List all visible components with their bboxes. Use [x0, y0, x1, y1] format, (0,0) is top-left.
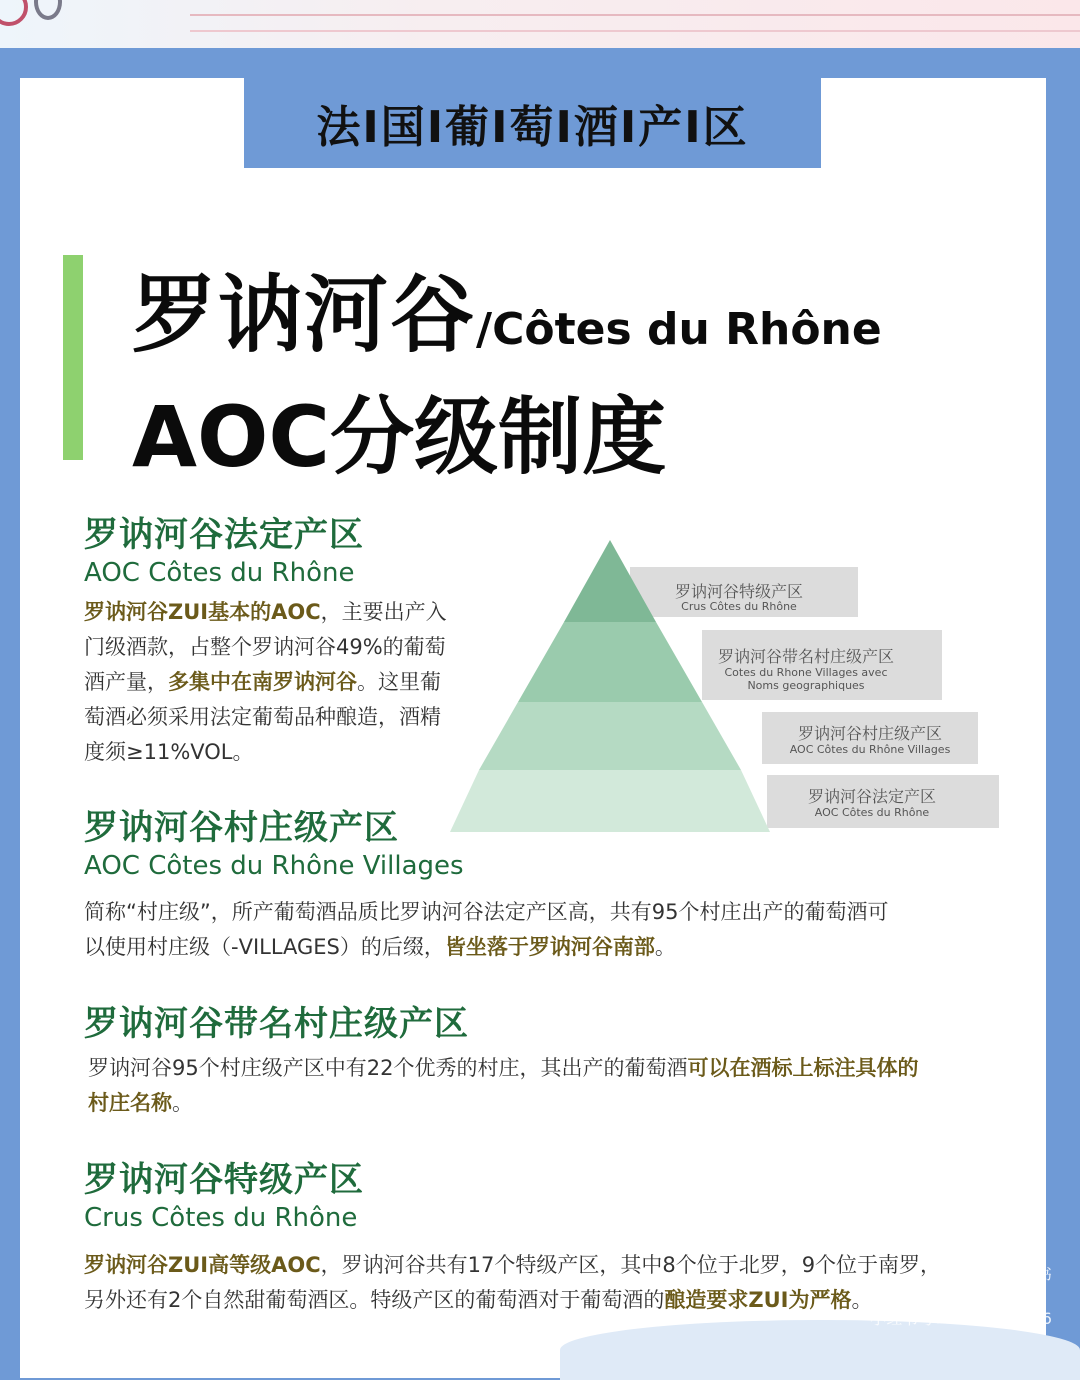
aoc-pyramid-diagram	[440, 535, 1010, 835]
para-line	[84, 930, 1014, 965]
text: 。这里葡	[357, 670, 441, 694]
text: 。	[172, 1091, 193, 1115]
section-heading: 罗讷河谷法定产区	[84, 515, 364, 555]
main-title-zh: 罗讷河谷	[132, 266, 477, 364]
text: 酒产量，	[84, 670, 168, 694]
para-line: 度须≥11%VOL。	[84, 740, 254, 764]
header-tab	[244, 78, 821, 168]
pyramid-tier-3	[479, 702, 741, 770]
highlight-text: 村庄名称	[88, 1091, 172, 1115]
section-subheading: AOC Côtes du Rhône Villages	[84, 851, 464, 881]
header-title: 法I国I葡I萄I酒I产I区	[316, 102, 749, 153]
text: ，主要出产入	[320, 600, 447, 624]
main-title-line2: AOC分级制度	[132, 388, 667, 486]
highlight-text: 罗讷河谷ZUI高等级AOC	[84, 1253, 321, 1277]
tier-label-en: Crus Côtes du Rhône	[681, 600, 797, 613]
para-line: 萄酒必须采用法定葡萄品种酿造，酒精	[84, 705, 441, 729]
text: 。	[851, 1288, 873, 1312]
tier-label-en: Noms geographiques	[747, 679, 865, 692]
para-line	[84, 1248, 1024, 1283]
para-line: 门级酒款，占整个罗讷河谷49%的葡萄	[84, 635, 446, 659]
pyramid-tier-2	[518, 622, 702, 702]
section-paragraph	[84, 895, 1014, 965]
highlight-text: 罗讷河谷ZUI基本的AOC	[84, 600, 321, 624]
tier-label-zh: 罗讷河谷村庄级产区	[797, 724, 943, 743]
section-heading: 罗讷河谷村庄级产区	[84, 808, 399, 848]
watermark-id: 小红书号：4244813966	[870, 1309, 1052, 1328]
tier-label-en: AOC Côtes du Rhône Villages	[789, 743, 951, 756]
decorative-line	[190, 30, 1080, 32]
tier-label-en: AOC Côtes du Rhône	[814, 806, 930, 819]
section-heading: 罗讷河谷特级产区	[84, 1160, 364, 1200]
doodle-circle	[0, 0, 28, 26]
para-line: 简称“村庄级”，所产葡萄酒品质比罗讷河谷法定产区高，共有95个村庄出产的葡萄酒可	[84, 900, 889, 924]
main-title	[132, 248, 882, 369]
text: 以使用村庄级（-VILLAGES）的后缀，	[84, 935, 445, 959]
title-accent-bar	[63, 255, 83, 460]
pyramid-tier-4	[450, 770, 770, 832]
para-line	[84, 595, 474, 630]
highlight-text: 酿造要求ZUI为严格	[664, 1288, 852, 1312]
main-title-en: /Côtes du Rhône	[476, 304, 882, 355]
corner-decoration	[560, 1320, 1080, 1380]
watermark-brand: 小红书	[1003, 1265, 1052, 1284]
highlight-text: 可以在酒标上标注具体的	[687, 1056, 919, 1080]
section-subheading: AOC Côtes du Rhône	[84, 558, 355, 588]
section-heading: 罗讷河谷带名村庄级产区	[84, 1004, 469, 1044]
tier-label-zh: 罗讷河谷带名村庄级产区	[717, 647, 895, 666]
tier-label-en: Cotes du Rhone Villages avec	[724, 666, 888, 679]
tier-label-zh: 罗讷河谷法定产区	[807, 787, 937, 806]
highlight-text: 皆坐落于罗讷河谷南部	[444, 935, 655, 959]
doodle-circle	[34, 0, 62, 20]
section-paragraph	[88, 1051, 1018, 1121]
para-line	[88, 1086, 1018, 1121]
decorative-line	[190, 14, 1080, 16]
text: ，罗讷河谷共有17个特级产区，其中8个位于北罗，9个位于南罗，	[320, 1253, 942, 1277]
para-line	[88, 1051, 1018, 1086]
tier-label-zh: 罗讷河谷特级产区	[674, 582, 804, 601]
section-paragraph	[84, 595, 474, 770]
para-line	[84, 665, 474, 700]
text: 罗讷河谷95个村庄级产区中有22个优秀的村庄，其出产的葡萄酒	[88, 1056, 688, 1080]
top-decoration-strip	[0, 0, 1080, 48]
highlight-text: 多集中在南罗讷河谷	[168, 670, 357, 694]
text: 另外还有2个自然甜葡萄酒区。特级产区的葡萄酒对于葡萄酒的	[84, 1288, 665, 1312]
text: 。	[654, 935, 676, 959]
section-subheading: Crus Côtes du Rhône	[84, 1203, 358, 1233]
